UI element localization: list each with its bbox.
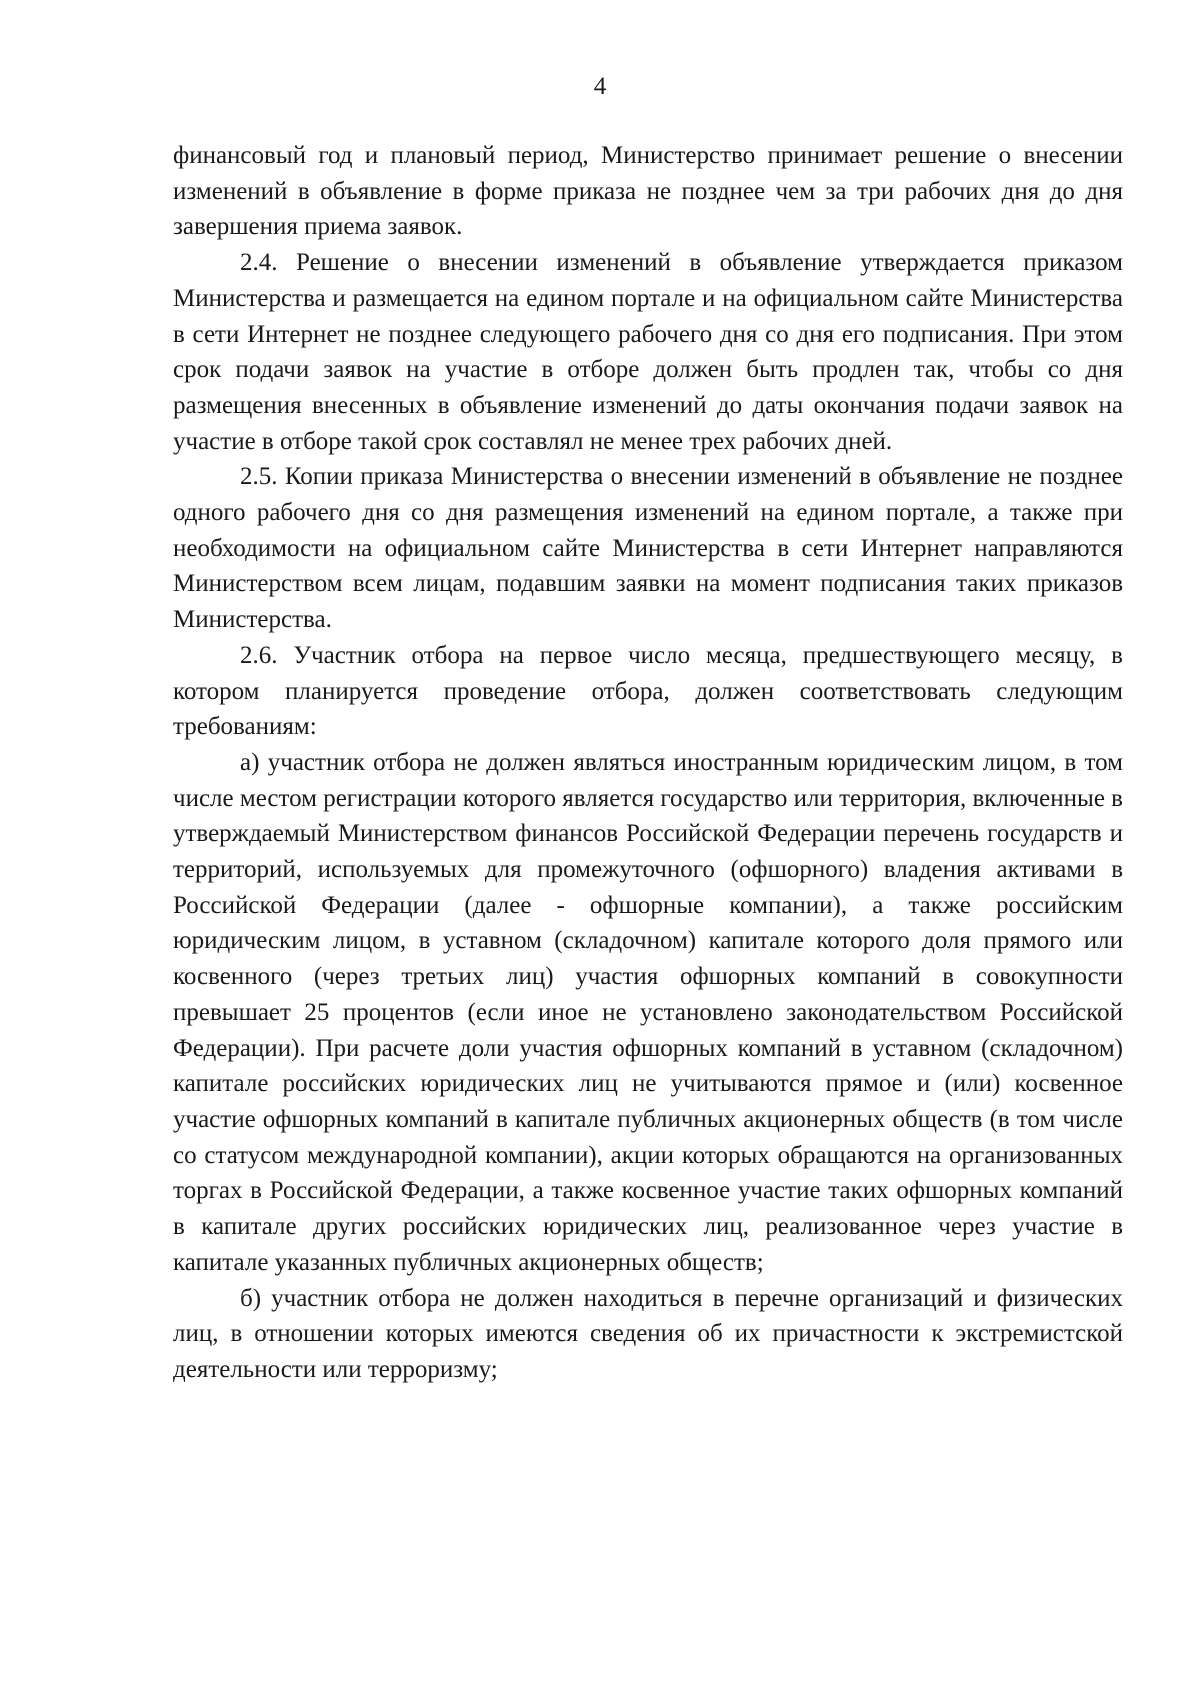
document-body bbox=[173, 138, 1123, 1388]
paragraph-2-6-b: б) участник отбора не должен находиться в перечне организаций и физических лиц, в отношении которых имеются сведения об их причастности к экстремистской деятельности или терроризму; bbox=[173, 1284, 1123, 1383]
paragraph-2-6: 2.6. Участник отбора на первое число месяца, предшествующего месяцу, в котором планируется проведение отбора, должен соответствовать следующим требованиям: bbox=[173, 641, 1123, 741]
page-number: 4 bbox=[593, 73, 607, 100]
paragraph-2-4: 2.4. Решение о внесении изменений в объявление утверждается приказом Министерства и размещается на едином портале и на официальном сайте Министерства в сети Интернет не позднее следующего рабочего дня со дня его подписания. При этом срок подачи заявок на участие в отборе должен быть продлен так, чтобы со дня размещения внесенных в объявление изменений до даты окончания подачи заявок на участие в отборе такой срок составлял не менее трех рабочих дней. bbox=[173, 249, 1123, 455]
paragraph-2-6-a: а) участник отбора не должен являться иностранным юридическим лицом, в том числе местом регистрации которого является государство или территория, включенные в утверждаемый Министерством финансов Российской Федерации перечень государств и территорий, используемых для промежуточного (офшорного) владения активами в Российской Федерации (далее - офшорные компании), а также российским юридическим лицом, в уставном (складочном) капитале которого доля прямого или косвенного (через третьих лиц) участия офшорных компаний в совокупности превышает 25 процентов (если иное не установлено законодательством Российской Федерации). При расчете доли участия офшорных компаний в уставном (складочном) капитале российских юридических лиц не учитываются прямое и (или) косвенное участие офшорных компаний в капитале публичных акционерных обществ (в том числе со статусом международной компании), акции которых обращаются на организованных торгах в Российской Федерации, а также косвенное участие таких офшорных компаний в капитале других российских юридических лиц, реализованное через участие в капитале указанных публичных акционерных обществ; bbox=[173, 748, 1123, 1276]
paragraph-2-5: 2.5. Копии приказа Министерства о внесении изменений в объявление не позднее одного рабочего дня со дня размещения изменений на едином портале, а также при необходимости на официальном сайте Министерства в сети Интернет направляются Министерством всем лицам, подавшим заявки на момент подписания таких приказов Министерства. bbox=[173, 463, 1123, 634]
paragraph-continuation: финансовый год и плановый период, Министерство принимает решение о внесении изменений в объявление в форме приказа не позднее чем за три рабочих дня до дня завершения приема заявок. bbox=[173, 142, 1123, 241]
